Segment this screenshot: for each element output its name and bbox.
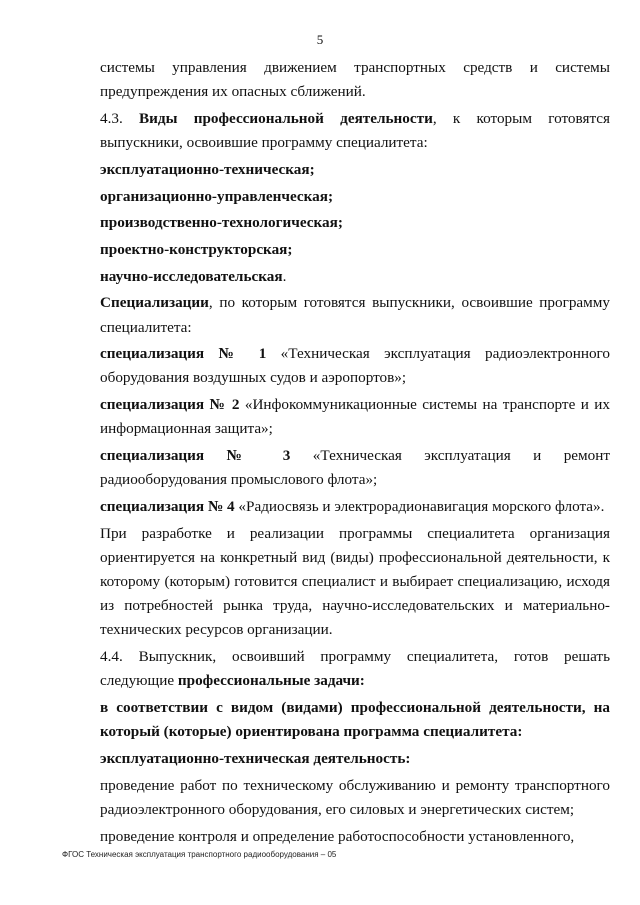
development-paragraph: При разработке и реализации программы специалитета организация ориентируется на конкретный вид (виды) профессиональной деятельности, к которому (которым) готовится специалист и выбирает специализацию, исходя из потребностей рынка труда, научно-исследовательских и материально-технических ресурсов организации.: [100, 524, 610, 639]
section-4-4: [100, 645, 610, 693]
task-item: проведение контроля и определение работоспособности установленного,: [100, 827, 575, 845]
activity-heading: эксплуатационно-техническая деятельность:: [100, 749, 411, 767]
specializations-text: , по которым готовятся выпускники, освоившие программу специалитета:: [100, 294, 610, 336]
activity-kind-last: [100, 265, 610, 289]
specialization-4: [100, 495, 610, 519]
specialization-text: «Радиосвязь и электрорадионавигация морского флота».: [234, 497, 605, 515]
specialization-3: [100, 444, 610, 492]
paragraph-continuation: [100, 56, 610, 104]
specialization-label: специализация № 1: [100, 345, 267, 363]
specialization-label: специализация № 2: [100, 396, 240, 414]
activity-kind: организационно-управленческая;: [100, 187, 333, 205]
specializations-intro: [100, 291, 610, 339]
activity-kind: производственно-технологическая;: [100, 214, 343, 232]
section-number: 4.3.: [100, 109, 123, 127]
activity-kind-text: научно-исследовательская: [100, 267, 283, 285]
section-text: 4.4. Выпускник, освоивший программу специалитета, готов решать следующие: [100, 648, 610, 690]
page-number: 5: [316, 32, 324, 47]
specialization-label: специализация № 3: [100, 447, 291, 465]
text-line: системы управления движением транспортных средств и системы: [100, 59, 610, 76]
specialization-2: [100, 393, 610, 441]
specialization-text: «Инфокоммуникационные системы на транспорте и их информационная защита»;: [100, 396, 610, 438]
activity-kind: проектно-конструкторская;: [100, 240, 293, 258]
section-4-3: [100, 107, 610, 155]
section-text: , к которым готовятся выпускники, освоившие программу специалитета:: [100, 109, 610, 152]
page-footer: ФГОС Техническая эксплуатация транспортного радиооборудования – 05: [62, 850, 337, 859]
specialization-text: «Техническая эксплуатация и ремонт радиооборудования промыслового флота»;: [100, 447, 610, 489]
specialization-label: специализация № 4: [100, 497, 235, 515]
specializations-bold: Специализации: [100, 294, 209, 312]
section-heading-bold: Виды профессиональной деятельности: [139, 109, 433, 127]
section-heading-bold: профессиональные задачи:: [177, 672, 365, 690]
accordance-paragraph: в соответствии с видом (видами) профессиональной деятельности, на который (которые) ориентирована программа специалитета:: [100, 699, 610, 741]
text-line: предупреждения их опасных сближений.: [100, 83, 366, 101]
specialization-1: [100, 342, 610, 390]
period: .: [282, 267, 287, 285]
document-body: [100, 56, 610, 851]
activity-kind: эксплуатационно-техническая;: [100, 160, 315, 178]
task-item: проведение работ по техническому обслуживанию и ремонту транспортного радиоэлектронного оборудования, его силовых и энергетических систем;: [100, 776, 610, 818]
specialization-text: «Техническая эксплуатация радиоэлектронного оборудования воздушных судов и аэропортов»;: [100, 345, 610, 387]
